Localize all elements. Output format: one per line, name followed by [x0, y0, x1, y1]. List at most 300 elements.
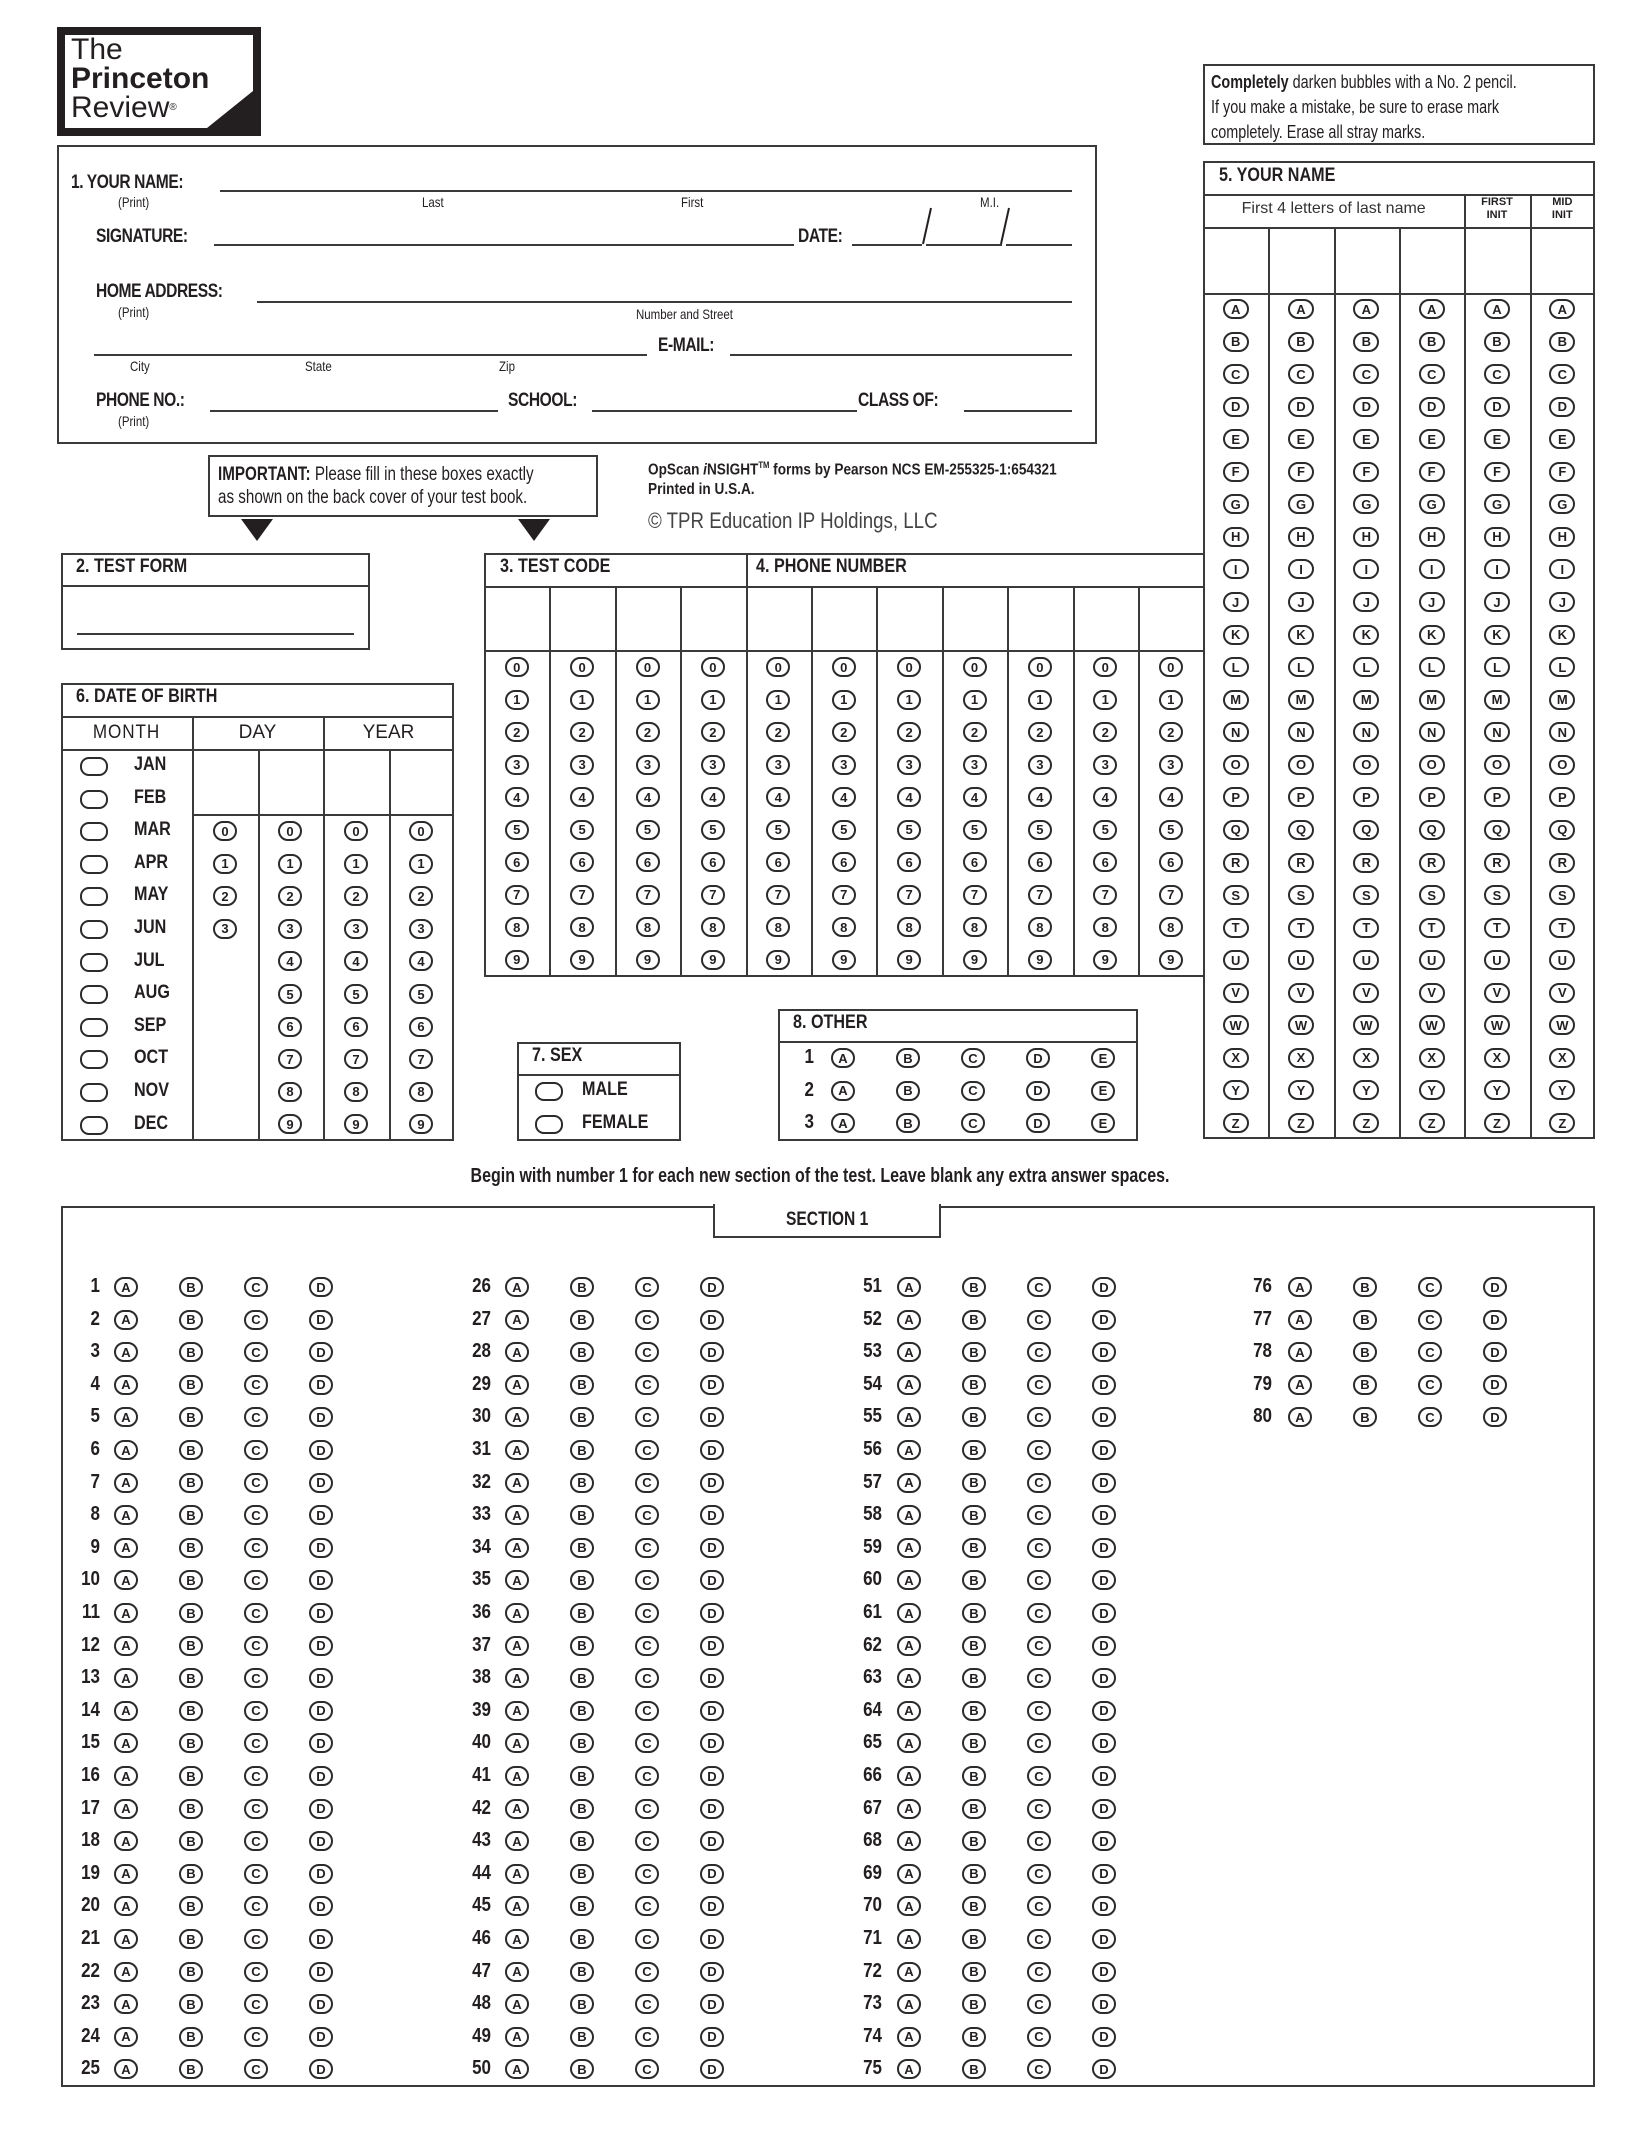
- q29-bubble-D[interactable]: D: [700, 1375, 724, 1395]
- q75-bubble-A[interactable]: A: [897, 2059, 921, 2079]
- phone-bubble-8[interactable]: 8: [897, 917, 921, 937]
- q66-bubble-B[interactable]: B: [962, 1766, 986, 1786]
- name-bubble-J[interactable]: J: [1419, 592, 1445, 612]
- phone-bubble-4[interactable]: 4: [897, 787, 921, 807]
- q42-bubble-D[interactable]: D: [700, 1799, 724, 1819]
- name-bubble-O[interactable]: O: [1419, 755, 1445, 775]
- q22-bubble-B[interactable]: B: [179, 1962, 203, 1982]
- phone-bubble-0[interactable]: 0: [1159, 657, 1183, 677]
- name-bubble-U[interactable]: U: [1549, 950, 1575, 970]
- phone-bubble-1[interactable]: 1: [766, 690, 790, 710]
- q61-bubble-B[interactable]: B: [962, 1603, 986, 1623]
- class-of-line[interactable]: [964, 410, 1072, 412]
- name-bubble-P[interactable]: P: [1549, 787, 1575, 807]
- q55-bubble-B[interactable]: B: [962, 1407, 986, 1427]
- q72-bubble-D[interactable]: D: [1092, 1962, 1116, 1982]
- test-code-bubble-6[interactable]: 6: [636, 852, 660, 872]
- test-code-bubble-3[interactable]: 3: [636, 755, 660, 775]
- phone-bubble-1[interactable]: 1: [1028, 690, 1052, 710]
- phone-write-in-box[interactable]: [748, 588, 809, 648]
- q61-bubble-A[interactable]: A: [897, 1603, 921, 1623]
- q64-bubble-B[interactable]: B: [962, 1701, 986, 1721]
- q4-bubble-B[interactable]: B: [179, 1375, 203, 1395]
- q30-bubble-A[interactable]: A: [505, 1407, 529, 1427]
- name-bubble-G[interactable]: G: [1484, 494, 1510, 514]
- q5-bubble-A[interactable]: A: [114, 1407, 138, 1427]
- test-code-write-in-box[interactable]: [486, 588, 547, 648]
- day-bubble-1[interactable]: 1: [213, 854, 237, 874]
- q6-bubble-B[interactable]: B: [179, 1440, 203, 1460]
- q69-bubble-A[interactable]: A: [897, 1864, 921, 1884]
- year-bubble-3[interactable]: 3: [409, 919, 433, 939]
- name-bubble-F[interactable]: F: [1484, 462, 1510, 482]
- name-bubble-P[interactable]: P: [1288, 787, 1314, 807]
- name-bubble-Z[interactable]: Z: [1419, 1113, 1445, 1133]
- q37-bubble-D[interactable]: D: [700, 1636, 724, 1656]
- q50-bubble-D[interactable]: D: [700, 2059, 724, 2079]
- name-bubble-K[interactable]: K: [1223, 625, 1249, 645]
- q14-bubble-D[interactable]: D: [309, 1701, 333, 1721]
- q5-bubble-B[interactable]: B: [179, 1407, 203, 1427]
- phone-bubble-0[interactable]: 0: [766, 657, 790, 677]
- name-bubble-P[interactable]: P: [1419, 787, 1445, 807]
- q61-bubble-D[interactable]: D: [1092, 1603, 1116, 1623]
- test-code-bubble-7[interactable]: 7: [505, 885, 529, 905]
- test-code-bubble-8[interactable]: 8: [570, 917, 594, 937]
- q42-bubble-A[interactable]: A: [505, 1799, 529, 1819]
- q62-bubble-D[interactable]: D: [1092, 1636, 1116, 1656]
- name-bubble-J[interactable]: J: [1223, 592, 1249, 612]
- q28-bubble-B[interactable]: B: [570, 1342, 594, 1362]
- test-code-bubble-5[interactable]: 5: [505, 820, 529, 840]
- q80-bubble-C[interactable]: C: [1418, 1407, 1442, 1427]
- q63-bubble-B[interactable]: B: [962, 1668, 986, 1688]
- q2-bubble-A[interactable]: A: [114, 1310, 138, 1330]
- q43-bubble-C[interactable]: C: [635, 1831, 659, 1851]
- name-bubble-L[interactable]: L: [1419, 657, 1445, 677]
- q52-bubble-D[interactable]: D: [1092, 1310, 1116, 1330]
- test-code-bubble-3[interactable]: 3: [570, 755, 594, 775]
- q70-bubble-D[interactable]: D: [1092, 1896, 1116, 1916]
- day-bubble-7[interactable]: 7: [278, 1049, 302, 1069]
- year-bubble-7[interactable]: 7: [344, 1049, 368, 1069]
- q34-bubble-B[interactable]: B: [570, 1538, 594, 1558]
- name-bubble-A[interactable]: A: [1288, 299, 1314, 319]
- year-bubble-5[interactable]: 5: [344, 984, 368, 1004]
- q28-bubble-C[interactable]: C: [635, 1342, 659, 1362]
- phone-write-in-box[interactable]: [1075, 588, 1136, 648]
- q54-bubble-B[interactable]: B: [962, 1375, 986, 1395]
- month-bubble-dec[interactable]: [80, 1116, 108, 1135]
- q19-bubble-D[interactable]: D: [309, 1864, 333, 1884]
- q59-bubble-A[interactable]: A: [897, 1538, 921, 1558]
- name-bubble-G[interactable]: G: [1353, 494, 1379, 514]
- q7-bubble-D[interactable]: D: [309, 1473, 333, 1493]
- name-bubble-B[interactable]: B: [1549, 332, 1575, 352]
- q36-bubble-D[interactable]: D: [700, 1603, 724, 1623]
- name-bubble-D[interactable]: D: [1549, 397, 1575, 417]
- q1-bubble-B[interactable]: B: [179, 1277, 203, 1297]
- q33-bubble-B[interactable]: B: [570, 1505, 594, 1525]
- q46-bubble-A[interactable]: A: [505, 1929, 529, 1949]
- phone-bubble-2[interactable]: 2: [897, 722, 921, 742]
- day-bubble-3[interactable]: 3: [213, 919, 237, 939]
- name-bubble-D[interactable]: D: [1484, 397, 1510, 417]
- name-bubble-P[interactable]: P: [1353, 787, 1379, 807]
- q63-bubble-C[interactable]: C: [1027, 1668, 1051, 1688]
- name-write-in-box[interactable]: [1270, 229, 1331, 291]
- q69-bubble-D[interactable]: D: [1092, 1864, 1116, 1884]
- phone-bubble-2[interactable]: 2: [1159, 722, 1183, 742]
- q74-bubble-C[interactable]: C: [1027, 2027, 1051, 2047]
- q20-bubble-B[interactable]: B: [179, 1896, 203, 1916]
- year-bubble-7[interactable]: 7: [409, 1049, 433, 1069]
- q18-bubble-B[interactable]: B: [179, 1831, 203, 1851]
- q33-bubble-D[interactable]: D: [700, 1505, 724, 1525]
- name-bubble-S[interactable]: S: [1549, 885, 1575, 905]
- q8-bubble-B[interactable]: B: [179, 1505, 203, 1525]
- q23-bubble-C[interactable]: C: [244, 1994, 268, 2014]
- q18-bubble-A[interactable]: A: [114, 1831, 138, 1851]
- q8-bubble-D[interactable]: D: [309, 1505, 333, 1525]
- q80-bubble-A[interactable]: A: [1288, 1407, 1312, 1427]
- q11-bubble-D[interactable]: D: [309, 1603, 333, 1623]
- name-bubble-S[interactable]: S: [1223, 885, 1249, 905]
- name-write-in-box[interactable]: [1466, 229, 1527, 291]
- name-bubble-Y[interactable]: Y: [1484, 1080, 1510, 1100]
- q55-bubble-C[interactable]: C: [1027, 1407, 1051, 1427]
- name-bubble-X[interactable]: X: [1223, 1048, 1249, 1068]
- name-bubble-D[interactable]: D: [1223, 397, 1249, 417]
- q16-bubble-C[interactable]: C: [244, 1766, 268, 1786]
- day-bubble-9[interactable]: 9: [278, 1114, 302, 1134]
- phone-bubble-4[interactable]: 4: [1028, 787, 1052, 807]
- name-bubble-N[interactable]: N: [1288, 722, 1314, 742]
- phone-bubble-4[interactable]: 4: [1159, 787, 1183, 807]
- name-bubble-A[interactable]: A: [1419, 299, 1445, 319]
- other-3-bubble-A[interactable]: A: [831, 1113, 855, 1133]
- name-bubble-B[interactable]: B: [1288, 332, 1314, 352]
- q42-bubble-B[interactable]: B: [570, 1799, 594, 1819]
- q54-bubble-A[interactable]: A: [897, 1375, 921, 1395]
- q40-bubble-B[interactable]: B: [570, 1733, 594, 1753]
- q30-bubble-C[interactable]: C: [635, 1407, 659, 1427]
- q60-bubble-A[interactable]: A: [897, 1570, 921, 1590]
- q47-bubble-B[interactable]: B: [570, 1962, 594, 1982]
- q35-bubble-C[interactable]: C: [635, 1570, 659, 1590]
- phone-bubble-3[interactable]: 3: [832, 755, 856, 775]
- phone-bubble-1[interactable]: 1: [1159, 690, 1183, 710]
- phone-bubble-2[interactable]: 2: [766, 722, 790, 742]
- q53-bubble-B[interactable]: B: [962, 1342, 986, 1362]
- q17-bubble-C[interactable]: C: [244, 1799, 268, 1819]
- name-bubble-L[interactable]: L: [1549, 657, 1575, 677]
- test-code-bubble-0[interactable]: 0: [505, 657, 529, 677]
- q38-bubble-A[interactable]: A: [505, 1668, 529, 1688]
- phone-bubble-7[interactable]: 7: [897, 885, 921, 905]
- q9-bubble-D[interactable]: D: [309, 1538, 333, 1558]
- month-bubble-jul[interactable]: [80, 953, 108, 972]
- q27-bubble-D[interactable]: D: [700, 1310, 724, 1330]
- q22-bubble-A[interactable]: A: [114, 1962, 138, 1982]
- name-bubble-T[interactable]: T: [1484, 918, 1510, 938]
- year-bubble-4[interactable]: 4: [344, 951, 368, 971]
- phone-bubble-1[interactable]: 1: [963, 690, 987, 710]
- q2-bubble-D[interactable]: D: [309, 1310, 333, 1330]
- q21-bubble-C[interactable]: C: [244, 1929, 268, 1949]
- home-address-line[interactable]: [257, 301, 1072, 303]
- name-bubble-R[interactable]: R: [1223, 853, 1249, 873]
- q73-bubble-B[interactable]: B: [962, 1994, 986, 2014]
- phone-bubble-8[interactable]: 8: [963, 917, 987, 937]
- q24-bubble-D[interactable]: D: [309, 2027, 333, 2047]
- name-bubble-G[interactable]: G: [1419, 494, 1445, 514]
- q13-bubble-B[interactable]: B: [179, 1668, 203, 1688]
- q26-bubble-A[interactable]: A: [505, 1277, 529, 1297]
- q24-bubble-B[interactable]: B: [179, 2027, 203, 2047]
- day-bubble-2[interactable]: 2: [213, 886, 237, 906]
- test-form-line[interactable]: [77, 633, 354, 635]
- phone-bubble-0[interactable]: 0: [963, 657, 987, 677]
- name-bubble-M[interactable]: M: [1288, 690, 1314, 710]
- day-bubble-1[interactable]: 1: [278, 854, 302, 874]
- q70-bubble-A[interactable]: A: [897, 1896, 921, 1916]
- q37-bubble-A[interactable]: A: [505, 1636, 529, 1656]
- q14-bubble-A[interactable]: A: [114, 1701, 138, 1721]
- phone-bubble-6[interactable]: 6: [832, 852, 856, 872]
- name-bubble-F[interactable]: F: [1288, 462, 1314, 482]
- q9-bubble-C[interactable]: C: [244, 1538, 268, 1558]
- q16-bubble-D[interactable]: D: [309, 1766, 333, 1786]
- q27-bubble-C[interactable]: C: [635, 1310, 659, 1330]
- q39-bubble-A[interactable]: A: [505, 1701, 529, 1721]
- q64-bubble-A[interactable]: A: [897, 1701, 921, 1721]
- q17-bubble-B[interactable]: B: [179, 1799, 203, 1819]
- q41-bubble-A[interactable]: A: [505, 1766, 529, 1786]
- name-bubble-I[interactable]: I: [1419, 559, 1445, 579]
- test-code-bubble-2[interactable]: 2: [636, 722, 660, 742]
- name-bubble-I[interactable]: I: [1484, 559, 1510, 579]
- q22-bubble-C[interactable]: C: [244, 1962, 268, 1982]
- q24-bubble-C[interactable]: C: [244, 2027, 268, 2047]
- name-bubble-E[interactable]: E: [1288, 429, 1314, 449]
- name-bubble-C[interactable]: C: [1353, 364, 1379, 384]
- q1-bubble-C[interactable]: C: [244, 1277, 268, 1297]
- q36-bubble-B[interactable]: B: [570, 1603, 594, 1623]
- name-bubble-Q[interactable]: Q: [1288, 820, 1314, 840]
- q32-bubble-C[interactable]: C: [635, 1473, 659, 1493]
- name-bubble-V[interactable]: V: [1419, 983, 1445, 1003]
- name-bubble-I[interactable]: I: [1288, 559, 1314, 579]
- test-code-bubble-7[interactable]: 7: [636, 885, 660, 905]
- day-bubble-0[interactable]: 0: [278, 821, 302, 841]
- q26-bubble-C[interactable]: C: [635, 1277, 659, 1297]
- q49-bubble-D[interactable]: D: [700, 2027, 724, 2047]
- q6-bubble-A[interactable]: A: [114, 1440, 138, 1460]
- name-bubble-R[interactable]: R: [1484, 853, 1510, 873]
- q17-bubble-D[interactable]: D: [309, 1799, 333, 1819]
- name-bubble-C[interactable]: C: [1549, 364, 1575, 384]
- q53-bubble-D[interactable]: D: [1092, 1342, 1116, 1362]
- q76-bubble-A[interactable]: A: [1288, 1277, 1312, 1297]
- q60-bubble-C[interactable]: C: [1027, 1570, 1051, 1590]
- q36-bubble-C[interactable]: C: [635, 1603, 659, 1623]
- q48-bubble-B[interactable]: B: [570, 1994, 594, 2014]
- q66-bubble-A[interactable]: A: [897, 1766, 921, 1786]
- q52-bubble-C[interactable]: C: [1027, 1310, 1051, 1330]
- phone-bubble-5[interactable]: 5: [897, 820, 921, 840]
- phone-bubble-9[interactable]: 9: [1159, 950, 1183, 970]
- phone-bubble-0[interactable]: 0: [1028, 657, 1052, 677]
- month-bubble-may[interactable]: [80, 887, 108, 906]
- phone-bubble-3[interactable]: 3: [766, 755, 790, 775]
- test-code-bubble-1[interactable]: 1: [636, 690, 660, 710]
- name-bubble-K[interactable]: K: [1484, 625, 1510, 645]
- q16-bubble-B[interactable]: B: [179, 1766, 203, 1786]
- q63-bubble-D[interactable]: D: [1092, 1668, 1116, 1688]
- q58-bubble-B[interactable]: B: [962, 1505, 986, 1525]
- phone-bubble-0[interactable]: 0: [1093, 657, 1117, 677]
- name-bubble-D[interactable]: D: [1419, 397, 1445, 417]
- q1-bubble-A[interactable]: A: [114, 1277, 138, 1297]
- name-bubble-W[interactable]: W: [1353, 1015, 1379, 1035]
- q42-bubble-C[interactable]: C: [635, 1799, 659, 1819]
- day-bubble-3[interactable]: 3: [278, 919, 302, 939]
- test-code-bubble-9[interactable]: 9: [636, 950, 660, 970]
- q15-bubble-D[interactable]: D: [309, 1733, 333, 1753]
- q50-bubble-C[interactable]: C: [635, 2059, 659, 2079]
- q27-bubble-B[interactable]: B: [570, 1310, 594, 1330]
- test-code-bubble-2[interactable]: 2: [701, 722, 725, 742]
- test-code-bubble-0[interactable]: 0: [636, 657, 660, 677]
- q75-bubble-D[interactable]: D: [1092, 2059, 1116, 2079]
- q76-bubble-D[interactable]: D: [1483, 1277, 1507, 1297]
- q44-bubble-B[interactable]: B: [570, 1864, 594, 1884]
- q67-bubble-B[interactable]: B: [962, 1799, 986, 1819]
- phone-bubble-5[interactable]: 5: [963, 820, 987, 840]
- phone-bubble-0[interactable]: 0: [832, 657, 856, 677]
- q11-bubble-B[interactable]: B: [179, 1603, 203, 1623]
- q70-bubble-C[interactable]: C: [1027, 1896, 1051, 1916]
- q47-bubble-A[interactable]: A: [505, 1962, 529, 1982]
- q64-bubble-D[interactable]: D: [1092, 1701, 1116, 1721]
- q18-bubble-D[interactable]: D: [309, 1831, 333, 1851]
- day-write-in-box[interactable]: [194, 751, 255, 812]
- year-write-in-box[interactable]: [391, 751, 452, 812]
- year-bubble-6[interactable]: 6: [344, 1017, 368, 1037]
- name-bubble-I[interactable]: I: [1353, 559, 1379, 579]
- phone-write-in-box[interactable]: [944, 588, 1005, 648]
- test-code-bubble-0[interactable]: 0: [701, 657, 725, 677]
- q8-bubble-A[interactable]: A: [114, 1505, 138, 1525]
- q28-bubble-D[interactable]: D: [700, 1342, 724, 1362]
- q67-bubble-A[interactable]: A: [897, 1799, 921, 1819]
- name-bubble-X[interactable]: X: [1353, 1048, 1379, 1068]
- q51-bubble-C[interactable]: C: [1027, 1277, 1051, 1297]
- q41-bubble-B[interactable]: B: [570, 1766, 594, 1786]
- q77-bubble-A[interactable]: A: [1288, 1310, 1312, 1330]
- month-bubble-aug[interactable]: [80, 985, 108, 1004]
- name-bubble-R[interactable]: R: [1549, 853, 1575, 873]
- name-bubble-V[interactable]: V: [1223, 983, 1249, 1003]
- q43-bubble-D[interactable]: D: [700, 1831, 724, 1851]
- date-year-line[interactable]: [1006, 244, 1072, 246]
- name-bubble-T[interactable]: T: [1419, 918, 1445, 938]
- day-bubble-6[interactable]: 6: [278, 1017, 302, 1037]
- q7-bubble-C[interactable]: C: [244, 1473, 268, 1493]
- phone-bubble-7[interactable]: 7: [1159, 885, 1183, 905]
- q15-bubble-B[interactable]: B: [179, 1733, 203, 1753]
- name-bubble-H[interactable]: H: [1419, 527, 1445, 547]
- year-bubble-8[interactable]: 8: [409, 1082, 433, 1102]
- name-bubble-J[interactable]: J: [1484, 592, 1510, 612]
- phone-bubble-9[interactable]: 9: [832, 950, 856, 970]
- test-code-bubble-2[interactable]: 2: [505, 722, 529, 742]
- q41-bubble-C[interactable]: C: [635, 1766, 659, 1786]
- q77-bubble-D[interactable]: D: [1483, 1310, 1507, 1330]
- name-bubble-S[interactable]: S: [1419, 885, 1445, 905]
- name-bubble-Q[interactable]: Q: [1419, 820, 1445, 840]
- q57-bubble-C[interactable]: C: [1027, 1473, 1051, 1493]
- phone-bubble-1[interactable]: 1: [897, 690, 921, 710]
- q53-bubble-A[interactable]: A: [897, 1342, 921, 1362]
- q78-bubble-D[interactable]: D: [1483, 1342, 1507, 1362]
- q78-bubble-B[interactable]: B: [1353, 1342, 1377, 1362]
- q15-bubble-A[interactable]: A: [114, 1733, 138, 1753]
- name-bubble-R[interactable]: R: [1419, 853, 1445, 873]
- q62-bubble-B[interactable]: B: [962, 1636, 986, 1656]
- q78-bubble-C[interactable]: C: [1418, 1342, 1442, 1362]
- name-bubble-L[interactable]: L: [1484, 657, 1510, 677]
- q43-bubble-A[interactable]: A: [505, 1831, 529, 1851]
- name-bubble-W[interactable]: W: [1549, 1015, 1575, 1035]
- q32-bubble-A[interactable]: A: [505, 1473, 529, 1493]
- year-bubble-6[interactable]: 6: [409, 1017, 433, 1037]
- q71-bubble-C[interactable]: C: [1027, 1929, 1051, 1949]
- q34-bubble-D[interactable]: D: [700, 1538, 724, 1558]
- q39-bubble-B[interactable]: B: [570, 1701, 594, 1721]
- q43-bubble-B[interactable]: B: [570, 1831, 594, 1851]
- q63-bubble-A[interactable]: A: [897, 1668, 921, 1688]
- q3-bubble-A[interactable]: A: [114, 1342, 138, 1362]
- test-code-write-in-box[interactable]: [682, 588, 743, 648]
- q31-bubble-C[interactable]: C: [635, 1440, 659, 1460]
- phone-bubble-3[interactable]: 3: [1093, 755, 1117, 775]
- q1-bubble-D[interactable]: D: [309, 1277, 333, 1297]
- q37-bubble-B[interactable]: B: [570, 1636, 594, 1656]
- test-code-bubble-8[interactable]: 8: [636, 917, 660, 937]
- phone-bubble-5[interactable]: 5: [1028, 820, 1052, 840]
- name-bubble-N[interactable]: N: [1419, 722, 1445, 742]
- q52-bubble-B[interactable]: B: [962, 1310, 986, 1330]
- day-write-in-box[interactable]: [260, 751, 321, 812]
- phone-bubble-4[interactable]: 4: [832, 787, 856, 807]
- name-bubble-X[interactable]: X: [1288, 1048, 1314, 1068]
- sex-bubble-male[interactable]: [535, 1082, 563, 1101]
- q12-bubble-D[interactable]: D: [309, 1636, 333, 1656]
- q67-bubble-D[interactable]: D: [1092, 1799, 1116, 1819]
- year-bubble-0[interactable]: 0: [409, 821, 433, 841]
- city-state-zip-line[interactable]: [94, 354, 647, 356]
- q12-bubble-B[interactable]: B: [179, 1636, 203, 1656]
- q38-bubble-D[interactable]: D: [700, 1668, 724, 1688]
- q57-bubble-B[interactable]: B: [962, 1473, 986, 1493]
- name-bubble-Z[interactable]: Z: [1353, 1113, 1379, 1133]
- q79-bubble-B[interactable]: B: [1353, 1375, 1377, 1395]
- name-bubble-A[interactable]: A: [1549, 299, 1575, 319]
- phone-bubble-8[interactable]: 8: [832, 917, 856, 937]
- q64-bubble-C[interactable]: C: [1027, 1701, 1051, 1721]
